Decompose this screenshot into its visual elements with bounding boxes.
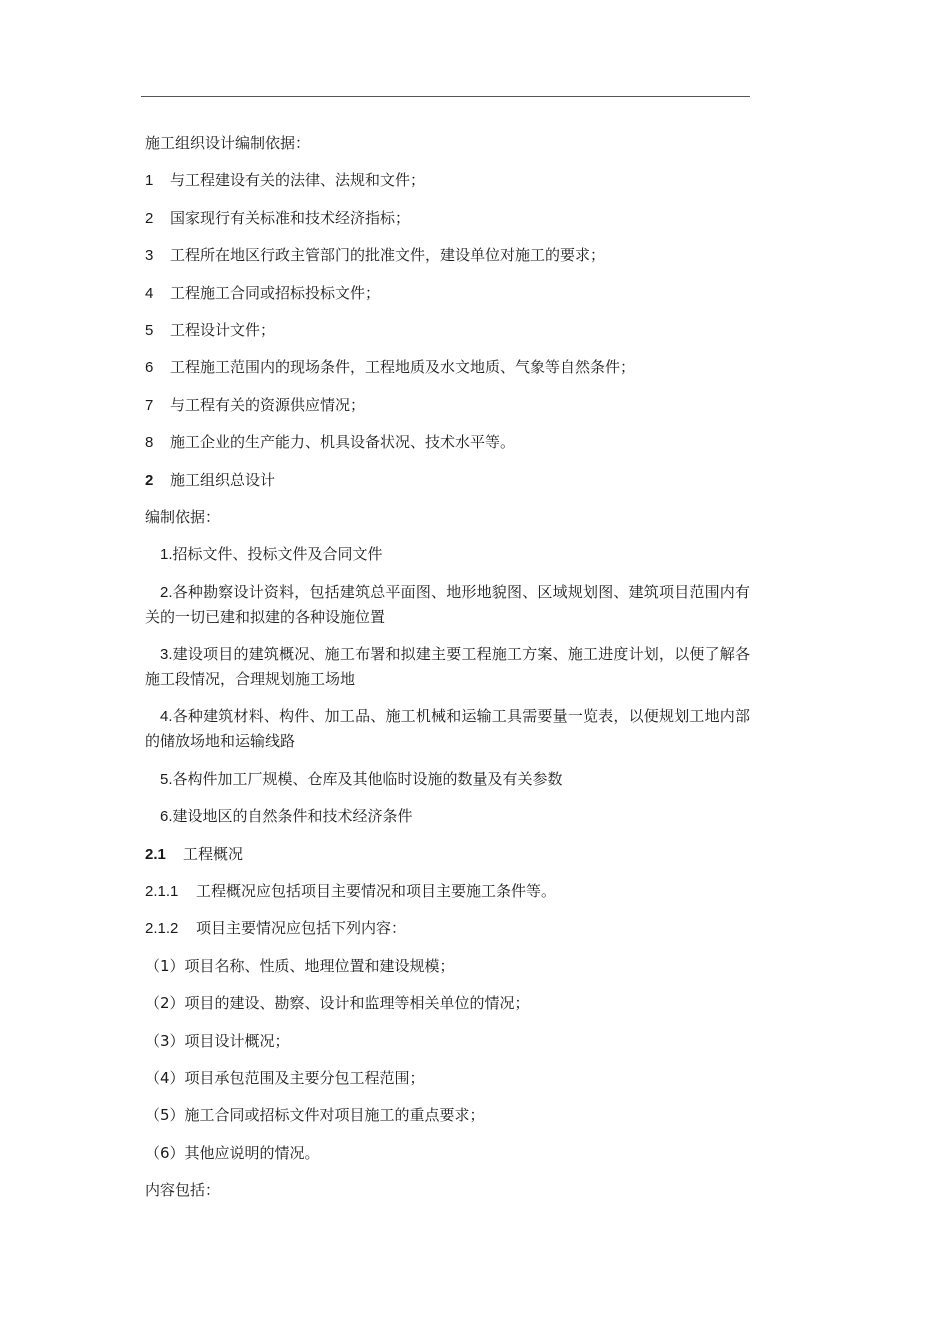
header-rule xyxy=(141,96,750,97)
compile-item-text: 招标文件、投标文件及合同文件 xyxy=(172,545,383,564)
paren-item: （6）其他应说明的情况。 xyxy=(145,1143,320,1162)
basis-item-text: 施工企业的生产能力、机具设备状况、技术水平等。 xyxy=(170,433,516,452)
basis-item xyxy=(145,318,750,343)
section-heading-2-1 xyxy=(145,842,750,867)
basis-item-text: 与工程建设有关的法律、法规和文件； xyxy=(170,171,426,190)
basis-item-number: 8 xyxy=(145,434,154,452)
compile-item xyxy=(145,704,750,754)
paren-item: （4）项目承包范围及主要分包工程范围； xyxy=(145,1068,425,1087)
paren-item: （3）项目设计概况； xyxy=(145,1031,290,1050)
basis-item-text: 工程所在地区行政主管部门的批准文件，建设单位对施工的要求； xyxy=(170,246,606,265)
basis-item xyxy=(145,430,750,455)
compile-item xyxy=(145,804,750,829)
compile-item-number: 3. xyxy=(160,646,173,664)
basis-item xyxy=(145,168,750,193)
basis-item-number: 3 xyxy=(145,247,154,265)
basis-item-number: 1 xyxy=(145,172,154,190)
compile-item xyxy=(145,767,750,792)
intro-heading: 施工组织设计编制依据： xyxy=(145,134,311,152)
content-includes-label: 内容包括： xyxy=(145,1181,221,1200)
subsection-number: 2.1.2 xyxy=(145,920,179,938)
compile-item xyxy=(145,580,750,630)
subsection-2-1-1 xyxy=(145,879,750,904)
subsection-2-1-2 xyxy=(145,916,750,941)
compile-basis-label: 编制依据： xyxy=(145,507,221,526)
subsection-text: 项目主要情况应包括下列内容： xyxy=(196,919,407,938)
basis-item-number: 5 xyxy=(145,321,154,339)
compile-item-number: 1. xyxy=(160,546,173,564)
basis-item-text: 国家现行有关标准和技术经济指标； xyxy=(170,208,411,227)
section-title: 工程概况 xyxy=(183,844,244,863)
compile-item xyxy=(145,642,750,692)
compile-item-number: 4. xyxy=(160,708,173,726)
basis-item xyxy=(145,281,750,306)
basis-item xyxy=(145,355,750,380)
compile-item-text: 各种建筑材料、构件、加工品、施工机械和运输工具需要量一览表，以便规划工地内部的储放场地和运输线路 xyxy=(145,707,750,751)
basis-item-text: 工程设计文件； xyxy=(170,320,276,339)
section-heading-2 xyxy=(145,468,750,493)
section-number: 2 xyxy=(145,471,154,489)
compile-item-number: 5. xyxy=(160,770,173,788)
paren-item: （1）项目名称、性质、地理位置和建设规模； xyxy=(145,956,455,975)
basis-item-number: 2 xyxy=(145,209,154,227)
compile-item xyxy=(145,542,750,567)
basis-item xyxy=(145,206,750,231)
compile-item-text: 建设地区的自然条件和技术经济条件 xyxy=(172,807,413,826)
compile-item-text: 建设项目的建筑概况、施工布署和拟建主要工程施工方案、施工进度计划，以便了解各施工段情况，合理规划施工场地 xyxy=(145,645,750,689)
basis-item-text: 工程施工合同或招标投标文件； xyxy=(170,283,381,302)
paren-item: （2）项目的建设、勘察、设计和监理等相关单位的情况； xyxy=(145,994,530,1013)
subsection-text: 工程概况应包括项目主要情况和项目主要施工条件等。 xyxy=(196,882,557,901)
basis-item xyxy=(145,243,750,268)
basis-item-number: 4 xyxy=(145,284,154,302)
compile-item-text: 各构件加工厂规模、仓库及其他临时设施的数量及有关参数 xyxy=(172,769,563,788)
document-body xyxy=(145,131,750,1216)
subsection-number: 2.1.1 xyxy=(145,883,179,901)
basis-item-number: 7 xyxy=(145,396,154,414)
basis-item-text: 工程施工范围内的现场条件，工程地质及水文地质、气象等自然条件； xyxy=(170,358,636,377)
paren-item: （5）施工合同或招标文件对项目施工的重点要求； xyxy=(145,1106,485,1125)
compile-item-text: 各种勘察设计资料，包括建筑总平面图、地形地貌图、区域规划图、建筑项目范围内有关的一切已建和拟建的各种设施位置 xyxy=(145,582,750,626)
basis-item-text: 与工程有关的资源供应情况； xyxy=(170,395,366,414)
section-title: 施工组织总设计 xyxy=(170,470,276,489)
basis-item-number: 6 xyxy=(145,359,154,377)
compile-item-number: 2. xyxy=(160,583,173,601)
basis-item xyxy=(145,393,750,418)
section-number: 2.1 xyxy=(145,845,166,863)
compile-item-number: 6. xyxy=(160,808,173,826)
